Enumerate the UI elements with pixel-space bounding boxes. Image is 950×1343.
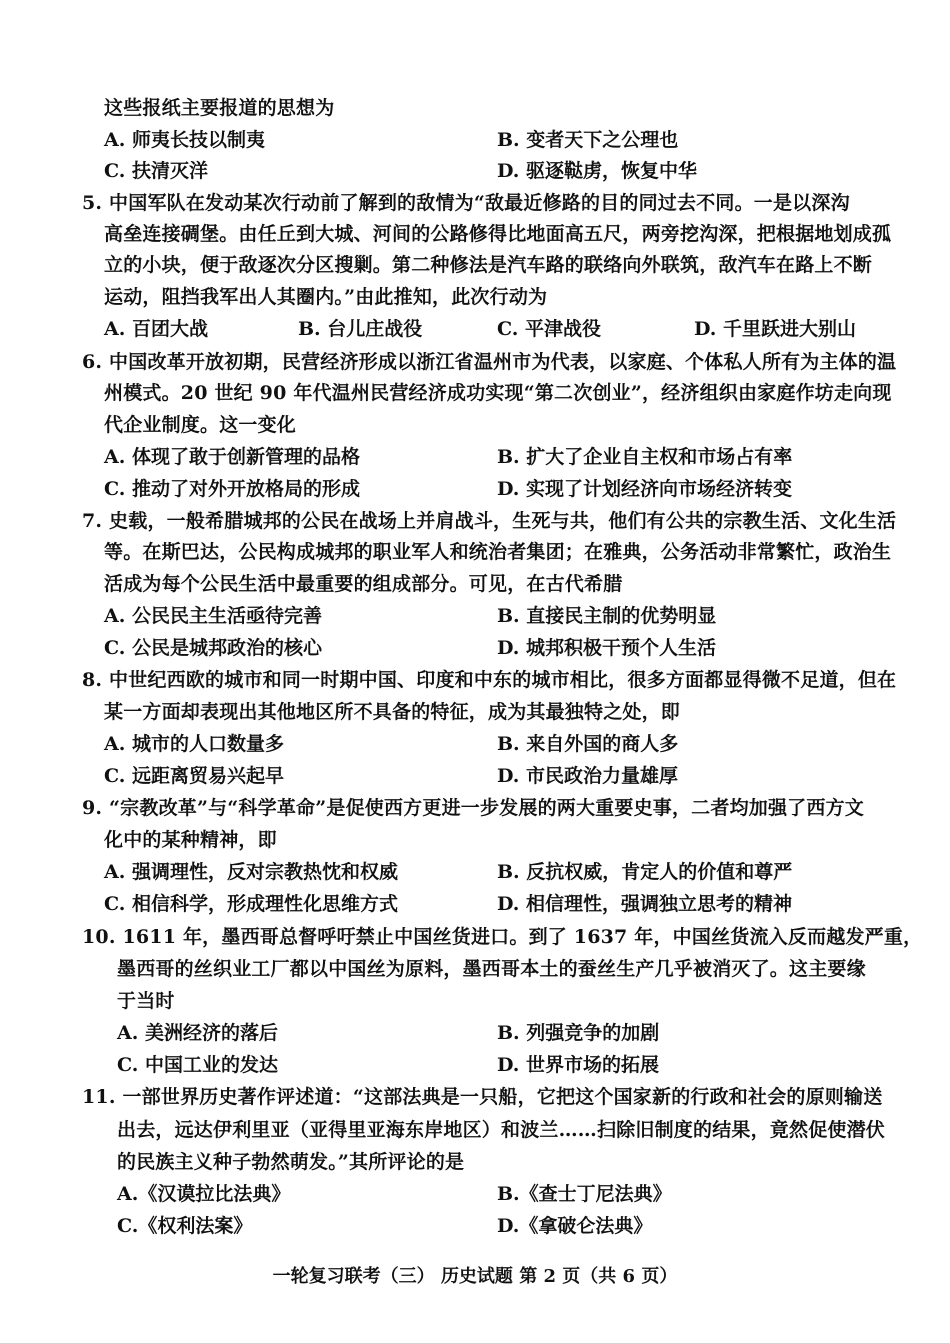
q5-option-c: C. 平津战役: [497, 318, 602, 340]
q10-option-a: A. 美洲经济的落后: [117, 1022, 278, 1044]
q9-line-2: 化中的某种精神，即: [104, 829, 277, 851]
q11-line-3: 的民族主义种子勃然萌发。”其所评论的是: [117, 1151, 465, 1173]
q7-option-c: C. 公民是城邦政治的核心: [104, 637, 323, 659]
q6-line-1: 6. 中国改革开放初期，民营经济形成以浙江省温州市为代表，以家庭、个体私人所有为主体的温: [82, 351, 897, 373]
q11-line-1: 11. 一部世界历史著作评述道：“这部法典是一只船，它把这个国家新的行政和社会的原则输送: [82, 1086, 883, 1108]
q8-line-2: 某一方面却表现出其他地区所不具备的特征，成为其最独特之处，即: [104, 701, 681, 723]
q5-line-4: 运动，阻挡我军出人其圈内。”由此推知，此次行动为: [104, 286, 548, 308]
q9-option-d: D. 相信理性，强调独立思考的精神: [497, 893, 793, 915]
page-footer: 一轮复习联考（三） 历史试题 第 2 页（共 6 页）: [272, 1266, 678, 1287]
q5-line-2: 高垒连接碉堡。由任丘到大城、河间的公路修得比地面高五尺，两旁挖沟深，把根据地划成孤: [104, 223, 892, 245]
q7-option-b: B. 直接民主制的优势明显: [497, 605, 717, 627]
q4-option-a: A. 师夷长技以制夷: [104, 129, 265, 151]
q10-option-b: B. 列强竞争的加剧: [497, 1022, 660, 1044]
q8-option-b: B. 来自外国的商人多: [497, 733, 679, 755]
q11-option-b: B.《查士丁尼法典》: [497, 1183, 672, 1205]
q6-option-b: B. 扩大了企业自主权和市场占有率: [497, 446, 793, 468]
q11-option-d: D.《拿破仑法典》: [497, 1215, 653, 1237]
q10-line-2: 墨西哥的丝织业工厂都以中国丝为原料，墨西哥本土的蚕丝生产几乎被消灭了。这主要缘: [117, 958, 866, 980]
q5-line-3: 立的小块，便于敌逐次分区搜剿。第二种修法是汽车路的联络向外联筑，敌汽车在路上不断: [104, 254, 873, 276]
q7-line-3: 活成为每个公民生活中最重要的组成部分。可见，在古代希腊: [104, 573, 623, 595]
q8-line-1: 8. 中世纪西欧的城市和同一时期中国、印度和中东的城市相比，很多方面都显得微不足道，但在: [82, 669, 897, 691]
q4-option-c: C. 扶清灭洋: [104, 160, 209, 182]
q7-option-d: D. 城邦积极干预个人生活: [497, 637, 717, 659]
q5-option-d: D. 千里跃进大别山: [694, 318, 857, 340]
q10-line-3: 于当时: [117, 990, 175, 1012]
q10-option-d: D. 世界市场的拓展: [497, 1054, 660, 1076]
q6-line-2: 州模式。20 世纪 90 年代温州民营经济成功实现“第二次创业”，经济组织由家庭作坊走向现: [104, 382, 892, 404]
q5-option-a: A. 百团大战: [104, 318, 208, 340]
q8-option-d: D. 市民政治力量雄厚: [497, 765, 679, 787]
q11-option-a: A.《汉谟拉比法典》: [117, 1183, 291, 1205]
q5-line-1: 5. 中国军队在发动某次行动前了解到的敌情为“敌最近修路的目的同过去不同。一是以深沟: [82, 192, 850, 214]
q6-option-a: A. 体现了敢于创新管理的品格: [104, 446, 360, 468]
q9-option-a: A. 强调理性，反对宗教热忱和权威: [104, 861, 398, 883]
q8-option-c: C. 远距离贸易兴起早: [104, 765, 285, 787]
q6-option-d: D. 实现了计划经济向市场经济转变: [497, 478, 793, 500]
q7-line-1: 7. 史载，一般希腊城邦的公民在战场上并肩战斗，生死与共，他们有公共的宗教生活、文化生活: [82, 510, 897, 532]
q11-option-c: C.《权利法案》: [117, 1215, 253, 1237]
q4-option-b: B. 变者天下之公理也: [497, 129, 679, 151]
q10-option-c: C. 中国工业的发达: [117, 1054, 279, 1076]
q9-option-c: C. 相信科学，形成理性化思维方式: [104, 893, 399, 915]
q9-option-b: B. 反抗权威，肯定人的价值和尊严: [497, 861, 793, 883]
q9-line-1: 9. “宗教改革”与“科学革命”是促使西方更进一步发展的两大重要史事，二者均加强了西方文: [82, 797, 864, 819]
q7-line-2: 等。在斯巴达，公民构成城邦的职业军人和统治者集团；在雅典，公务活动非常繁忙，政治生: [104, 541, 892, 563]
q11-line-2: 出去，远达伊利里亚（亚得里亚海东岸地区）和波兰……扫除旧制度的结果，竟然促使潜伏: [117, 1119, 886, 1141]
q6-line-3: 代企业制度。这一变化: [104, 414, 297, 436]
q4-stem: 这些报纸主要报道的思想为: [104, 97, 335, 119]
q10-line-1: 10. 1611 年，墨西哥总督呼吁禁止中国丝货进口。到了 1637 年，中国丝货流入反而越发严重，: [82, 926, 923, 948]
q5-option-b: B. 台儿庄战役: [298, 318, 423, 340]
q6-option-c: C. 推动了对外开放格局的形成: [104, 478, 361, 500]
q4-option-d: D. 驱逐鞑虏，恢复中华: [497, 160, 698, 182]
q7-option-a: A. 公民民主生活亟待完善: [104, 605, 322, 627]
q8-option-a: A. 城市的人口数量多: [104, 733, 284, 755]
